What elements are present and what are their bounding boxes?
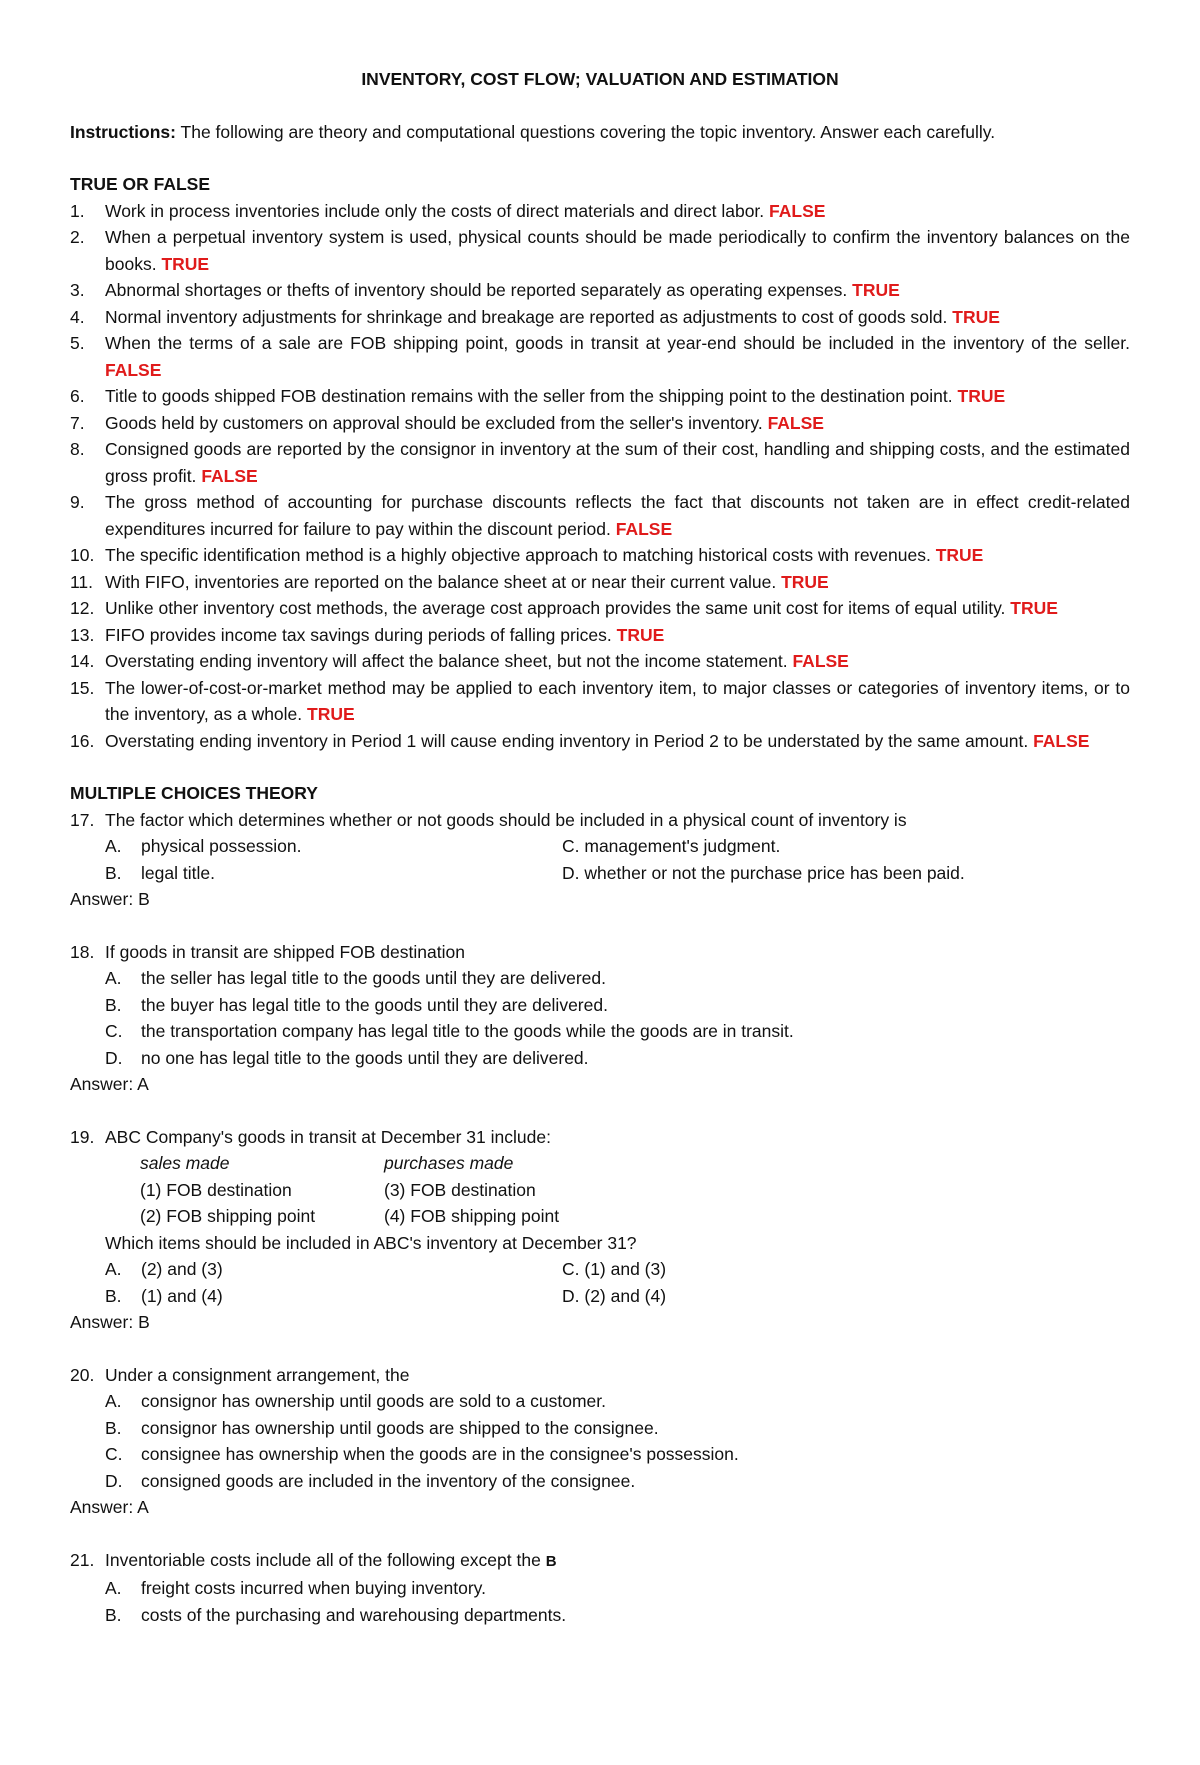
question-21	[70, 1547, 1130, 1576]
question-text: ABC Company's goods in transit at December 31 include:	[105, 1126, 551, 1147]
item-text: Unlike other inventory cost methods, the average cost approach provides the same unit cost for items of equal utility.	[105, 598, 1006, 618]
question-18-choices	[105, 965, 1130, 1071]
true-false-item	[70, 542, 1130, 569]
question-number: 19.	[70, 1126, 95, 1147]
item-number: 13.	[70, 624, 95, 645]
question-text: Under a consignment arrangement, the	[105, 1364, 410, 1385]
choice-a	[105, 1388, 1130, 1415]
item-number: 8.	[70, 439, 85, 459]
true-false-item	[70, 330, 1130, 383]
question-19-prompt: Which items should be included in ABC's inventory at December 31?	[105, 1232, 637, 1253]
choice-text: consigned goods are included in the inventory of the consignee.	[141, 1470, 636, 1491]
item-text: The gross method of accounting for purchase discounts reflects the fact that discounts not taken are in effect credit-related expenditures incurred for failure to pay within the discount period.	[105, 492, 1130, 539]
choice-text: the transportation company has legal title to the goods while the goods are in transit.	[141, 1021, 794, 1041]
question-number: 18.	[70, 941, 95, 962]
question-number: 21.	[70, 1549, 95, 1570]
table-cell: (4) FOB shipping point	[384, 1206, 560, 1226]
choice-letter: B.	[105, 994, 122, 1015]
choice-text: whether or not the purchase price has been paid.	[584, 862, 965, 883]
choice-letter: D.	[562, 862, 580, 883]
true-false-item	[70, 728, 1130, 755]
item-text: Title to goods shipped FOB destination remains with the seller from the shipping point to the destination point.	[105, 386, 953, 406]
answer-label: TRUE	[935, 545, 984, 565]
question-19-choices	[105, 1256, 1130, 1309]
choice-text: costs of the purchasing and warehousing departments.	[141, 1604, 567, 1625]
item-text: Normal inventory adjustments for shrinkage and breakage are reported as adjustments to cost of goods sold.	[105, 306, 948, 327]
answer-label: TRUE	[957, 386, 1006, 406]
choice-c	[105, 1441, 1130, 1468]
choice-letter: B.	[105, 1604, 122, 1625]
page-title: INVENTORY, COST FLOW; VALUATION AND ESTIMATION	[361, 69, 839, 89]
true-false-item	[70, 304, 1130, 331]
true-false-heading: TRUE OR FALSE	[70, 174, 211, 194]
choice-letter: D.	[562, 1285, 580, 1306]
choice-text: freight costs incurred when buying inventory.	[141, 1578, 486, 1598]
col-header-sales: sales made	[140, 1153, 230, 1173]
answer-label: FALSE	[105, 359, 162, 380]
choice-letter: B.	[105, 1417, 122, 1438]
item-text: FIFO provides income tax savings during periods of falling prices.	[105, 624, 612, 645]
answer-label: FALSE	[792, 651, 849, 671]
item-number: 11.	[70, 571, 94, 592]
choice-letter: B.	[105, 1285, 122, 1306]
item-text: Overstating ending inventory will affect the balance sheet, but not the income statement.	[105, 651, 788, 671]
choice-c	[562, 1256, 1130, 1283]
question-19	[70, 1124, 1130, 1151]
choice-d	[105, 1045, 1130, 1072]
answer-label: FALSE	[767, 412, 824, 433]
item-text: Work in process inventories include only the costs of direct materials and direct labor.	[105, 200, 765, 221]
answer-label: TRUE	[161, 253, 210, 274]
choice-letter: C.	[562, 836, 580, 856]
choice-c	[105, 1018, 1130, 1045]
choice-letter: C.	[105, 1021, 123, 1041]
item-number: 4.	[70, 306, 85, 327]
answer-label: FALSE	[615, 518, 673, 539]
table-cell: (1) FOB destination	[140, 1179, 292, 1200]
choice-text: (1) and (4)	[141, 1285, 223, 1306]
answer-label: TRUE	[616, 624, 665, 645]
choice-a	[105, 965, 1130, 992]
choice-d	[105, 1468, 1130, 1495]
choice-b	[105, 860, 562, 887]
true-false-item	[70, 595, 1130, 622]
item-number: 15.	[70, 677, 95, 698]
item-number: 1.	[70, 200, 85, 221]
item-number: 14.	[70, 651, 95, 671]
choice-letter: A.	[105, 1578, 122, 1598]
question-text: The factor which determines whether or not goods should be included in a physical count of inventory is	[105, 809, 907, 830]
true-false-item	[70, 224, 1130, 277]
answer-label: FALSE	[769, 200, 826, 221]
choice-text: no one has legal title to the goods until they are delivered.	[141, 1047, 589, 1068]
choice-letter: C.	[105, 1444, 123, 1464]
choice-d	[562, 1283, 1130, 1310]
true-false-item	[70, 569, 1130, 596]
true-false-item	[70, 436, 1130, 489]
question-text: If goods in transit are shipped FOB destination	[105, 941, 465, 962]
choice-b	[105, 1602, 1130, 1629]
choice-a	[105, 1575, 1130, 1602]
choice-letter: A.	[105, 1391, 122, 1411]
item-text: Overstating ending inventory in Period 1 will cause ending inventory in Period 2 to be understated by the same amount.	[105, 730, 1029, 751]
choice-b	[105, 1283, 562, 1310]
question-number: 17.	[70, 809, 95, 830]
answer-label: TRUE	[852, 280, 900, 300]
question-17-choices	[105, 833, 1130, 886]
choice-letter: A.	[105, 1259, 122, 1279]
question-17	[70, 807, 1130, 834]
document-page	[70, 66, 1130, 1628]
choice-text: (2) and (3)	[141, 1259, 223, 1279]
true-false-item	[70, 383, 1130, 410]
answer-18: Answer: A	[70, 1074, 149, 1094]
item-number: 16.	[70, 730, 95, 751]
col-header-purchases: purchases made	[384, 1153, 514, 1173]
marked-answer: B	[545, 1552, 557, 1570]
choice-a	[105, 1256, 562, 1283]
item-text: Goods held by customers on approval should be excluded from the seller's inventory.	[105, 412, 763, 433]
item-text: Abnormal shortages or thefts of inventory should be reported separately as operating expenses.	[105, 280, 848, 300]
question-20-choices	[105, 1388, 1130, 1494]
item-text: When the terms of a sale are FOB shipping point, goods in transit at year-end should be included in the inventory of the seller.	[105, 333, 1130, 353]
item-text: When a perpetual inventory system is used, physical counts should be made periodically to confirm the inventory balances on the books.	[105, 227, 1130, 274]
item-number: 5.	[70, 333, 85, 353]
choice-b	[105, 1415, 1130, 1442]
instructions-text: The following are theory and computational questions covering the topic inventory. Answer each carefully.	[175, 121, 996, 142]
choice-text: consignee has ownership when the goods are in the consignee's possession.	[141, 1444, 739, 1464]
question-20	[70, 1362, 1130, 1389]
choice-text: (1) and (3)	[584, 1259, 667, 1279]
choice-letter: D.	[105, 1047, 123, 1068]
answer-label: FALSE	[1033, 730, 1090, 751]
item-number: 2.	[70, 227, 85, 247]
item-number: 6.	[70, 386, 85, 406]
choice-letter: B.	[105, 862, 122, 883]
question-number: 20.	[70, 1364, 95, 1385]
table-cell: (2) FOB shipping point	[140, 1206, 316, 1226]
choice-b	[105, 992, 1130, 1019]
choice-a	[105, 833, 562, 860]
choice-text: physical possession.	[141, 836, 302, 856]
answer-label: TRUE	[1010, 598, 1058, 618]
answer-label: TRUE	[952, 306, 1000, 327]
item-number: 9.	[70, 492, 85, 512]
choice-text: management's judgment.	[584, 836, 781, 856]
choice-letter: A.	[105, 968, 122, 988]
choice-letter: C.	[562, 1259, 580, 1279]
question-21-choices	[105, 1575, 1130, 1628]
choice-text: consignor has ownership until goods are shipped to the consignee.	[141, 1417, 659, 1438]
item-number: 3.	[70, 280, 85, 300]
answer-label: TRUE	[781, 571, 829, 592]
true-false-item	[70, 675, 1130, 728]
item-text: The specific identification method is a highly objective approach to matching historical costs with revenues.	[105, 545, 931, 565]
answer-label: TRUE	[307, 704, 355, 724]
question-18	[70, 939, 1130, 966]
true-false-item	[70, 198, 1130, 225]
table-cell: (3) FOB destination	[384, 1179, 536, 1200]
item-text: Consigned goods are reported by the consignor in inventory at the sum of their cost, handling and shipping costs, and the estimated gross profit.	[105, 439, 1130, 486]
item-number: 10.	[70, 545, 95, 565]
choice-text: the buyer has legal title to the goods until they are delivered.	[141, 994, 608, 1015]
item-number: 12.	[70, 598, 95, 618]
choice-text: the seller has legal title to the goods until they are delivered.	[141, 968, 607, 988]
answer-label: FALSE	[201, 465, 258, 486]
question-text: Inventoriable costs include all of the following except the	[105, 1549, 546, 1570]
true-false-item	[70, 410, 1130, 437]
true-false-item	[70, 622, 1130, 649]
item-number: 7.	[70, 412, 85, 433]
true-false-item	[70, 277, 1130, 304]
answer-20: Answer: A	[70, 1497, 149, 1517]
choice-letter: D.	[105, 1470, 123, 1491]
instructions-label: Instructions:	[70, 121, 176, 142]
question-19-table	[140, 1150, 1130, 1230]
true-false-item	[70, 648, 1130, 675]
choice-c	[562, 833, 1130, 860]
choice-text: consignor has ownership until goods are sold to a customer.	[141, 1391, 606, 1411]
true-false-list	[70, 198, 1130, 755]
answer-19: Answer: B	[70, 1312, 150, 1332]
item-text: With FIFO, inventories are reported on the balance sheet at or near their current value.	[105, 571, 777, 592]
item-text: The lower-of-cost-or-market method may be applied to each inventory item, to major classes or categories of inventory items, or to the inventory, as a whole.	[105, 677, 1130, 724]
choice-d	[562, 860, 1130, 887]
instructions	[70, 119, 1130, 146]
choice-letter: A.	[105, 836, 122, 856]
choice-text: legal title.	[141, 862, 215, 883]
multiple-choice-heading: MULTIPLE CHOICES THEORY	[70, 783, 318, 803]
choice-text: (2) and (4)	[584, 1285, 667, 1306]
true-false-item	[70, 489, 1130, 542]
answer-17: Answer: B	[70, 889, 150, 909]
